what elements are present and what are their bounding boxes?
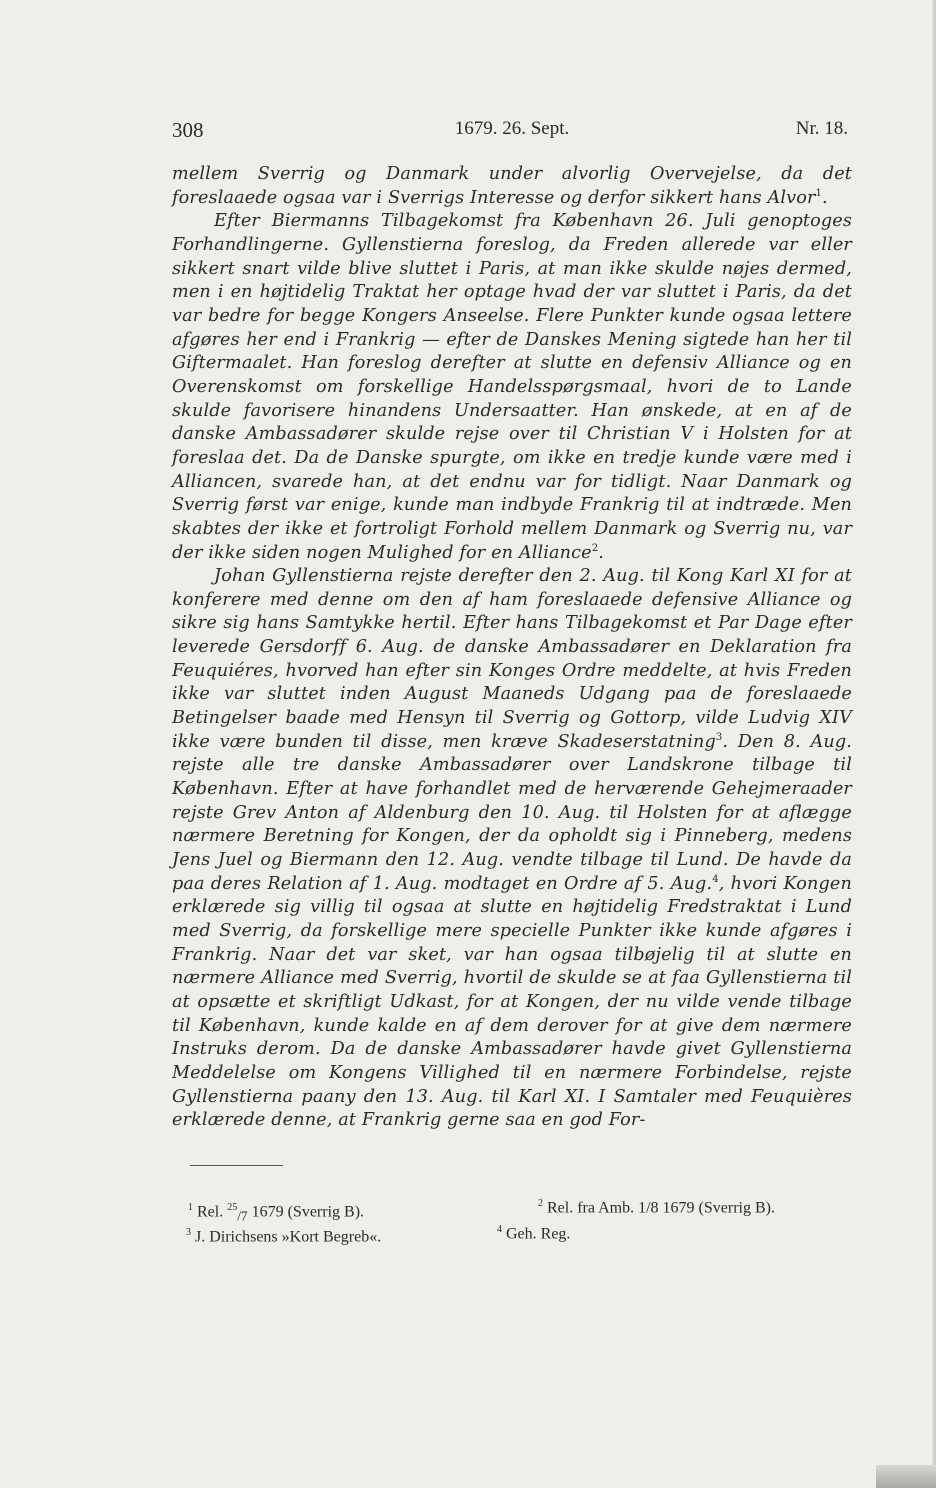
paragraph-1 (172, 163, 852, 210)
running-header (172, 118, 852, 146)
footnote-separator (190, 1165, 283, 1166)
footnote-1-text: Rel. (197, 1203, 224, 1221)
footnote-1-date-day: 25 (227, 1202, 238, 1213)
paragraph-2-end: . (598, 542, 604, 563)
paragraph-3-text-a: Johan Gyllenstierna rejste derefter den 2. Aug. til Kong Karl XI for at konferere med denne om den af ham foreslaaede defensive Alliance og sikre sig hans Samtykke hertil. Efter hans Tilbagekomst et Par Dage efter leverede Gersdorff 6. Aug. de danske Ambassadører en Deklaration fra Feuquiéres, hvorved han efter sin Konges Ordre meddelte, at hvis Freden ikke var sluttet inden August Maaneds Udgang paa de foreslaaede Betingelser baade med Hensyn til Sverrig og Gottorp, vilde Ludvig XIV ikke være bunden til disse, men kræve Skadeserstatning (172, 566, 852, 752)
footnote-ref-1: 1 (815, 187, 823, 199)
page-edge (932, 0, 936, 1488)
document-number: Nr. 18. (795, 118, 848, 139)
footnote-ref-4: 4 (712, 873, 719, 885)
footnote-4 (497, 1224, 570, 1243)
footnote-2-marker: 2 (538, 1198, 543, 1209)
footnote-2 (538, 1198, 775, 1217)
footnote-4-text: Geh. Reg. (506, 1225, 571, 1243)
paragraph-2 (172, 210, 852, 565)
page-number: 308 (172, 118, 204, 142)
footnote-1 (188, 1202, 364, 1225)
paragraph-3 (172, 565, 852, 1133)
footnote-1-date-month: /7 (237, 1208, 248, 1224)
footnote-1-rest: 1679 (Sverrig B). (251, 1203, 365, 1221)
page-edge-bottom (876, 1465, 936, 1488)
paragraph-3-text-b: . Den 8. Aug. rejste alle tre danske Ambassadører over Landskrone tilbage til København. Efter at have forhandlet med de herværende Gehejmeraader rejste Grev Anton af Aldenburg den 10. Aug. til Holsten for at aflægge nærmere Beretning for Kongen, der da opholdt sig i Pinneberg, medens Jens Juel og Biermann den 12. Aug. vendte tilbage til Lund. De havde da paa deres Relation af 1. Aug. modtaget en Ordre af 5. Aug. (172, 731, 852, 894)
paragraph-2-text: Efter Biermanns Tilbagekomst fra København 26. Juli genoptoges Forhandlingerne. Gyllenstierna foreslog, da Freden allerede var eller sikkert snart vilde blive sluttet i Paris, at man ikke skulde nøjes dermed, men i en højtidelig Traktat her optage hvad der var sluttet i Paris, da det var bedre for begge Kongers Anseelse. Flere Punkter kunde ogsaa lettere afgøres her end i Frankrig — efter de Danskes Mening sigtede han her til Giftermaalet. Han foreslog derefter at slutte en defensiv Alliance og en Overenskomst om forskellige Handelsspørgsmaal, hvori de to Lande skulde favorisere hinandens Undersaatter. Han ønskede, at en af de danske Ambassadører skulde rejse over til Christian V i Holsten for at foreslaa det. Da de Danske spurgte, om ikke en tredje kunde være med i Alliancen, svarede han, at det endnu var for tidligt. Naar Danmark og Sverrig først var enige, kunde man indbyde Frankrig til at indtræde. Men skabtes der ikke et fortroligt Forhold mellem Danmark og Sverrig nu, var der ikke siden nogen Mulighed for en Alliance (172, 211, 852, 563)
paragraph-3-text-c: , hvori Kongen erklærede sig villig til ogsaa at slutte en højtidelig Fredstraktat i Lund med Sverrig, da forskellige mere specielle Punkter ikke kunde afgøres i Frankrig. Naar det var sket, var han ogsaa tilbøjelig til at slutte en nærmere Alliance med Sverrig, hvortil de skulde se at faa Gyllenstierna til at opsætte et skriftligt Udkast, for at Kongen, der nu vilde vende tilbage til København, kunde kalde en af dem derover for at give dem nærmere Instruks derom. Da de danske Ambassadører havde givet Gyllenstierna Meddelelse om Kongens Villighed til en nærmere Forbindelse, rejste Gyllenstierna paany den 13. Aug. til Karl XI. I Samtaler med Feuquières erklærede denne, at Frankrig gerne saa en god For- (172, 873, 852, 1131)
header-date: 1679. 26. Sept. (454, 118, 570, 139)
body-text (172, 163, 852, 1133)
footnote-3-marker: 3 (186, 1227, 191, 1238)
footnote-3-text: J. Dirichsens »Kort Begreb«. (195, 1228, 382, 1246)
paragraph-1-text: mellem Sverrig og Danmark under alvorlig Overvejelse, da det foreslaaede ogsaa var i Sverrigs Interesse og derfor sikkert hans Alvor (172, 164, 852, 208)
paragraph-1-end: . (822, 187, 828, 208)
footnote-ref-3: 3 (715, 731, 723, 743)
footnote-4-marker: 4 (497, 1224, 502, 1235)
footnote-3 (186, 1227, 381, 1246)
footnote-ref-2: 2 (591, 542, 599, 554)
footnote-1-marker: 1 (188, 1202, 193, 1213)
footnote-2-text: Rel. fra Amb. 1/8 1679 (Sverrig B). (547, 1199, 775, 1217)
